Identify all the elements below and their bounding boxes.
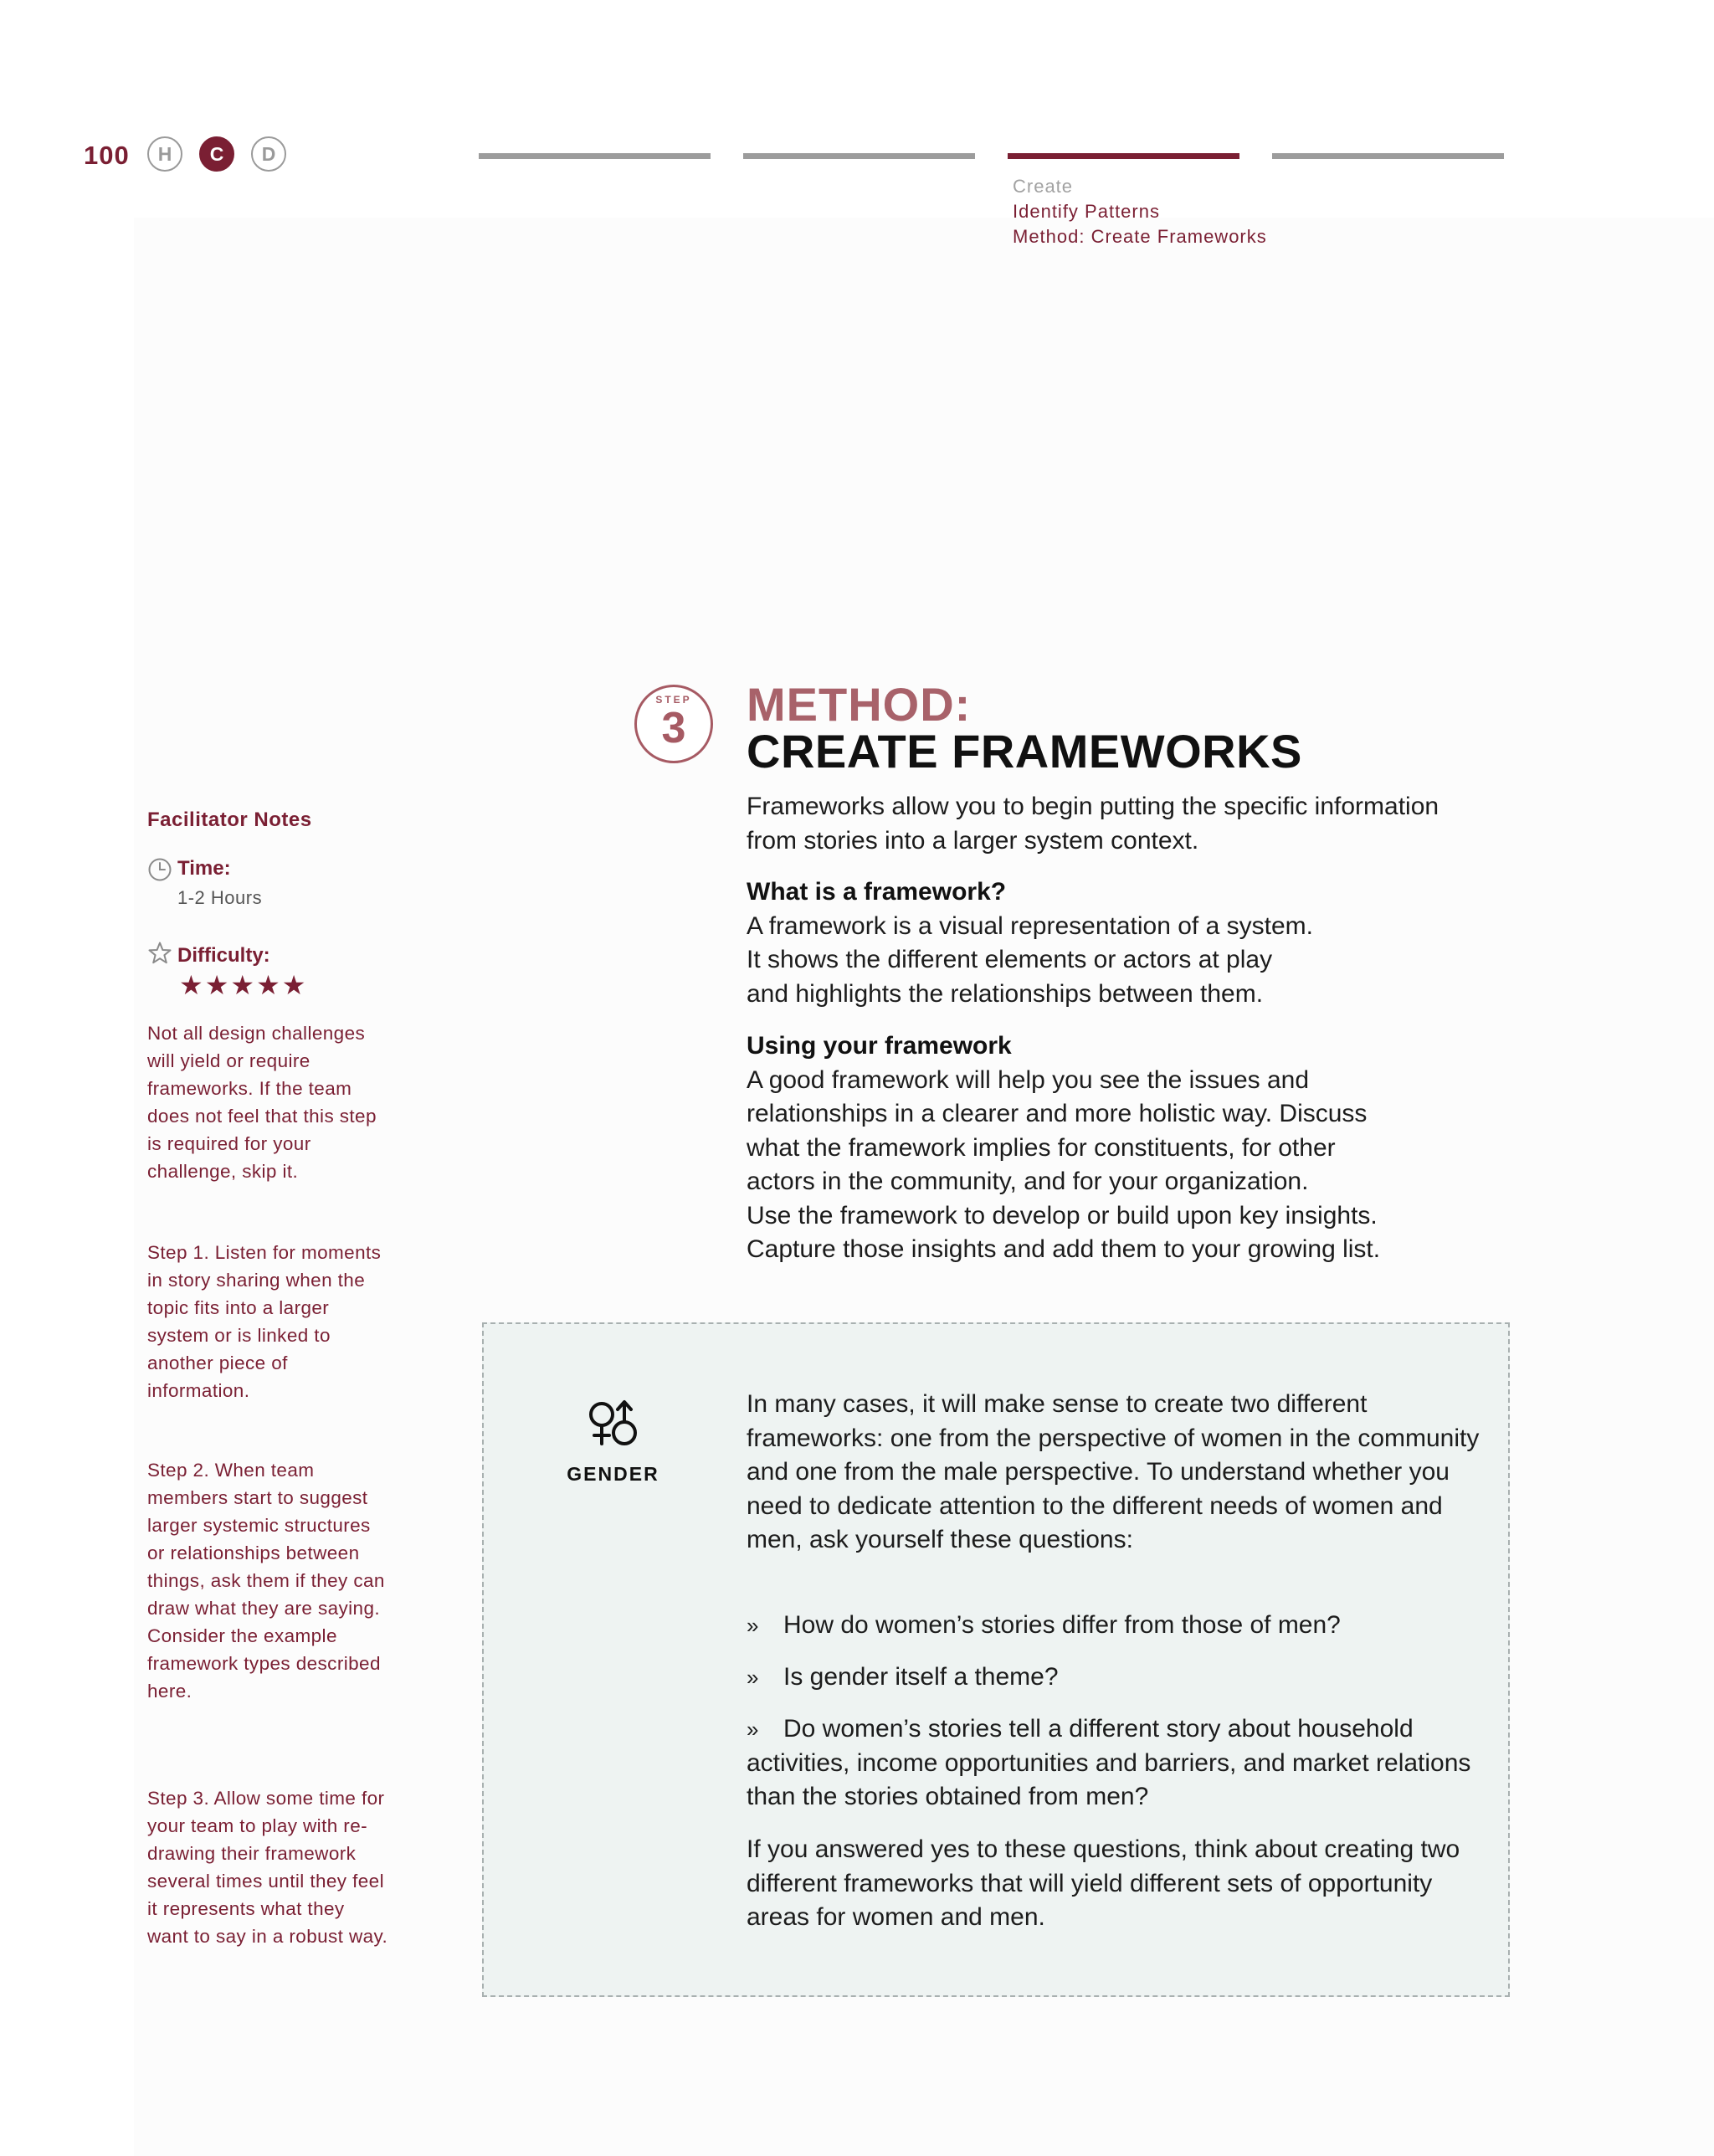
page-number: 100: [84, 141, 130, 170]
difficulty-star-icon: ★: [204, 970, 229, 1000]
section-heading: What is a framework?: [747, 878, 1007, 906]
step-badge: [634, 685, 713, 763]
star-outline-icon: [147, 941, 172, 966]
section-line: relationships in a clearer and more holistic way. Discuss: [747, 1100, 1368, 1127]
time-label: Time:: [177, 857, 231, 880]
gender-bullet: [747, 1661, 1483, 1695]
step-number: 3: [661, 704, 686, 752]
section-line: A good framework will help you see the issues and: [747, 1065, 1310, 1094]
facilitator-note: Step 3. Allow some time for your team to play with re-drawing their framework several times until they feel it represents what they want to say in a robust way.: [147, 1788, 388, 1947]
difficulty-rating: [179, 971, 305, 999]
gender-intro: In many cases, it will make sense to create two different frameworks: one from the perspective of women in the community and one from the male perspective. To understand whether you need to dedicate attention to the different needs of women and men, ask yourself these questions:: [747, 1390, 1480, 1553]
bullet-text: How do women’s stories differ from those of men?: [783, 1611, 1341, 1639]
bullet-marker: »: [747, 1665, 759, 1690]
gender-icon: [586, 1398, 639, 1451]
section-line: and highlights the relationships between them.: [747, 979, 1264, 1008]
section-line: Use the framework to develop or build upon key insights.: [747, 1201, 1378, 1229]
difficulty-star-icon: ★: [281, 970, 306, 1000]
section-line: actors in the community, and for your organization.: [747, 1168, 1309, 1195]
progress-segment-1: [479, 153, 711, 159]
method-title-prefix: METHOD:: [747, 678, 972, 731]
progress-segment-3-active: [1008, 153, 1239, 159]
section-line: A framework is a visual representation of a system.: [747, 911, 1313, 940]
section-using: [747, 1029, 1483, 1267]
bullet-marker: »: [747, 1613, 759, 1638]
gender-label: GENDER: [567, 1463, 659, 1485]
phase-c-indicator[interactable]: [199, 136, 234, 172]
intro-text: Frameworks allow you to begin putting the specific information from stories into a larger system context.: [747, 793, 1439, 855]
phase-d-letter: D: [261, 142, 276, 165]
breadcrumb-item-method[interactable]: Method: Create Frameworks: [1013, 226, 1267, 247]
breadcrumb: [1013, 174, 1267, 249]
phase-c-letter: C: [209, 142, 224, 165]
gender-bullet: [747, 1712, 1483, 1815]
breadcrumb-item-identify-patterns[interactable]: Identify Patterns: [1013, 201, 1160, 222]
gender-conclusion: If you answered yes to these questions, think about creating two different frameworks that will yield different sets of opportunity areas for women and men.: [747, 1835, 1460, 1931]
difficulty-label: Difficulty:: [177, 944, 270, 967]
phase-h-indicator[interactable]: [147, 136, 182, 172]
intro-paragraph: [747, 790, 1483, 858]
progress-segment-4: [1272, 153, 1504, 159]
bullet-text: Do women’s stories tell a different story about household activities, income opportunities and barriers, and market relations than the stories obtained from men?: [747, 1715, 1471, 1810]
facilitator-note: Step 1. Listen for moments in story sharing when the topic fits into a larger system or is linked to another piece of information.: [147, 1242, 382, 1401]
bullet-marker: »: [747, 1717, 759, 1742]
phase-h-letter: H: [157, 142, 172, 165]
section-what-is: [747, 875, 1483, 1011]
breadcrumb-item-create[interactable]: Create: [1013, 176, 1074, 197]
phase-d-indicator[interactable]: [251, 136, 286, 172]
bullet-text: Is gender itself a theme?: [783, 1663, 1059, 1691]
progress-segment-2: [743, 153, 975, 159]
difficulty-star-icon: ★: [256, 970, 280, 1000]
clock-icon: [147, 857, 172, 882]
section-line: Capture those insights and add them to your growing list.: [747, 1235, 1381, 1263]
facilitator-note: Step 2. When team members start to suggest larger systemic structures or relationships between things, ask them if they can draw what they are saying. Consider the example framework types described here.: [147, 1460, 385, 1702]
step-word: STEP: [655, 694, 692, 706]
difficulty-star-icon: ★: [230, 970, 255, 1000]
section-heading: Using your framework: [747, 1032, 1012, 1060]
section-line: what the framework implies for constituents, for other: [747, 1133, 1336, 1162]
section-line: It shows the different elements or actors at play: [747, 946, 1273, 973]
facilitator-note: Not all design challenges will yield or require frameworks. If the team does not feel that this step is required for your challenge, skip it.: [147, 1023, 377, 1182]
difficulty-star-icon: ★: [179, 970, 203, 1000]
gender-bullet: [747, 1609, 1483, 1643]
facilitator-notes-title: Facilitator Notes: [147, 808, 312, 831]
method-title: CREATE FRAMEWORKS: [747, 725, 1302, 778]
time-value: 1-2 Hours: [177, 887, 263, 908]
